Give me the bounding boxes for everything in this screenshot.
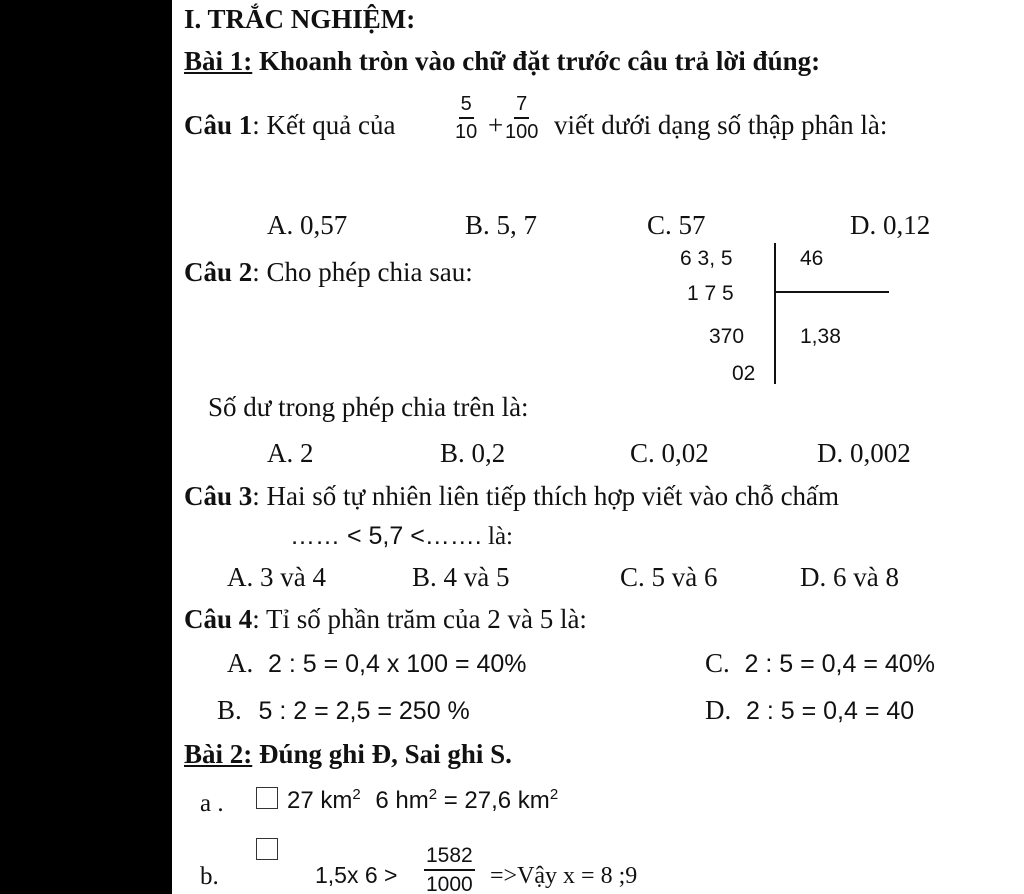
q2-text: : Cho phép chia sau: — [252, 257, 473, 287]
q3-blank-expr: …… < 5,7 <……. — [290, 522, 482, 550]
q3-option-c[interactable]: C. 5 và 6 — [620, 562, 718, 592]
q4-option-a-letter: A. — [227, 648, 254, 678]
q2-label: Câu 2 — [184, 257, 253, 287]
bai2-item-a-statement — [287, 786, 559, 814]
q1-fraction-1 — [455, 94, 477, 142]
q4-text: : Tỉ số phần trăm của 2 và 5 là: — [252, 604, 587, 634]
q4-option-d-letter: D. — [705, 695, 732, 725]
division-step-2: 370 — [709, 325, 745, 348]
q1-frac1-num: 5 — [459, 94, 474, 119]
q1-prompt — [184, 112, 395, 139]
q4-option-a-expr: 2 : 5 = 0,4 x 100 = 40% — [268, 650, 527, 678]
bai2-a-part3: = 27,6 km — [437, 787, 550, 814]
q1-fraction-2 — [505, 94, 538, 142]
bai2-a-part2: 6 hm — [375, 787, 429, 814]
bai1-title: Bài 1: — [184, 46, 253, 76]
q3-blank-line — [290, 524, 513, 549]
q1-option-d[interactable]: D. 0,12 — [850, 210, 931, 240]
bai2-item-b-part1: 1,5x 6 > — [315, 862, 398, 888]
q4-option-a[interactable] — [227, 650, 527, 677]
q3-option-d[interactable]: D. 6 và 8 — [800, 562, 899, 592]
division-quotient: 1,38 — [800, 325, 841, 348]
q3-prompt — [184, 483, 839, 510]
bai2-item-a-label: a . — [200, 790, 224, 817]
section-title: I. TRẮC NGHIỆM: — [184, 4, 416, 34]
bai1-instruction: Khoanh tròn vào chữ đặt trước câu trả lời đúng: — [259, 46, 821, 76]
q2-question: Số dư trong phép chia trên là: — [208, 392, 529, 422]
bai2-instruction: Đúng ghi Đ, Sai ghi S. — [259, 739, 512, 769]
q1-frac2-num: 7 — [514, 94, 529, 119]
q4-option-d[interactable] — [705, 697, 914, 724]
bai2-b-frac-num: 1582 — [424, 845, 475, 871]
q2-option-a[interactable]: A. 2 — [267, 438, 314, 468]
division-divisor: 46 — [800, 247, 824, 270]
q2-option-c[interactable]: C. 0,02 — [630, 438, 709, 468]
q4-option-d-expr: 2 : 5 = 0,4 = 40 — [746, 697, 915, 725]
division-vertical-line — [774, 243, 776, 384]
bai2-a-sup2: 2 — [428, 786, 438, 803]
bai2-title: Bài 2: — [184, 739, 253, 769]
bai1-heading — [184, 48, 820, 75]
q1-option-a[interactable]: A. 0,57 — [267, 210, 348, 240]
q4-option-c[interactable] — [705, 650, 935, 677]
q4-label: Câu 4 — [184, 604, 253, 634]
q1-text-after: viết dưới dạng số thập phân là: — [554, 110, 888, 140]
q4-prompt — [184, 606, 587, 633]
bai2-b-frac-den: 1000 — [426, 873, 473, 894]
q1-text-before: : Kết quả của — [252, 110, 396, 140]
q4-option-b-expr: 5 : 2 = 2,5 = 250 % — [258, 697, 470, 725]
q4-option-c-letter: C. — [705, 648, 730, 678]
bai2-a-part1: 27 km — [287, 787, 353, 814]
division-horizontal-line — [774, 291, 889, 293]
bai2-item-a-answer-box[interactable] — [256, 787, 278, 809]
q3-text: : Hai số tự nhiên liên tiếp thích hợp viết vào chỗ chấm — [252, 481, 840, 511]
q1-frac2-den: 100 — [505, 121, 539, 143]
q1-frac1-den: 10 — [455, 121, 478, 143]
document-page — [172, 0, 1024, 894]
q4-option-b-letter: B. — [217, 695, 242, 725]
q3-label: Câu 3 — [184, 481, 253, 511]
bai2-a-sup1: 2 — [352, 786, 361, 803]
q3-blank-suffix: là: — [488, 523, 513, 550]
q1-label: Câu 1 — [184, 110, 253, 140]
q1-option-b[interactable]: B. 5, 7 — [465, 210, 538, 240]
division-step-1: 1 7 5 — [687, 282, 734, 305]
q2-option-b[interactable]: B. 0,2 — [440, 438, 506, 468]
division-dividend: 6 3, 5 — [680, 247, 733, 270]
q2-prompt — [184, 259, 473, 286]
bai2-heading — [184, 741, 512, 768]
bai2-item-b-answer-box[interactable] — [256, 838, 278, 860]
q1-option-c[interactable]: C. 57 — [647, 210, 706, 240]
bai2-item-b-fraction — [424, 845, 475, 894]
q1-plus: + — [488, 110, 504, 140]
q3-option-a[interactable]: A. 3 và 4 — [227, 562, 326, 592]
q4-option-b[interactable] — [217, 697, 470, 724]
q4-option-c-expr: 2 : 5 = 0,4 = 40% — [744, 650, 935, 678]
q2-option-d[interactable]: D. 0,002 — [817, 438, 911, 468]
division-remainder: 02 — [732, 362, 756, 385]
bai2-item-b-label: b. — [200, 863, 219, 890]
q3-option-b[interactable]: B. 4 và 5 — [412, 562, 510, 592]
bai2-item-b-part2: =>Vậy x = 8 ;9 — [490, 863, 638, 889]
bai2-a-sup3: 2 — [549, 786, 559, 803]
